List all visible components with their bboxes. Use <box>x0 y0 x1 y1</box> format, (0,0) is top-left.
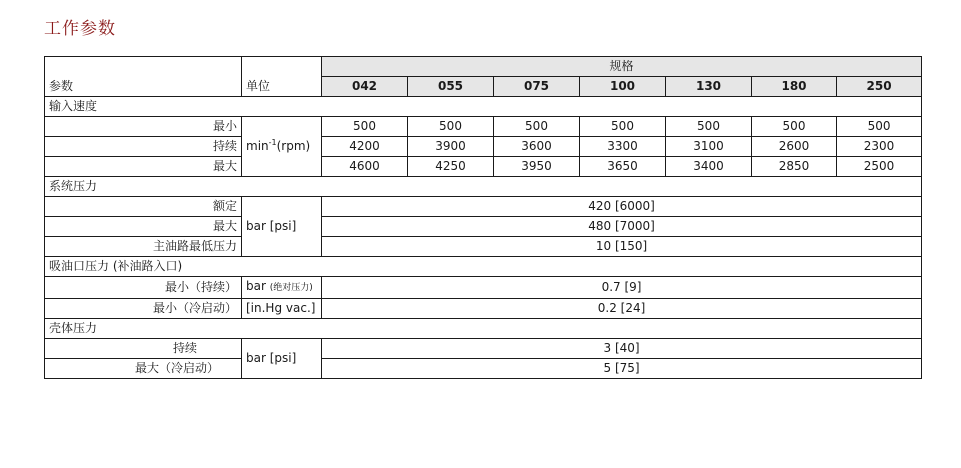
section-suction-pressure: 吸油口压力 (补油路入口) <box>45 257 922 277</box>
table-row <box>45 359 922 379</box>
table-row <box>45 299 922 319</box>
value-cell: 4200 <box>322 137 408 157</box>
table-row <box>45 217 922 237</box>
param-column-header: 参数 <box>45 57 242 97</box>
value-cell: 3400 <box>666 157 752 177</box>
row-label: 最小（持续） <box>45 277 242 299</box>
row-label: 主油路最低压力 <box>45 237 242 257</box>
row-label: 持续 <box>45 339 242 359</box>
value-cell: 3600 <box>494 137 580 157</box>
unit-text: min <box>246 139 269 153</box>
page-title: 工作参数 <box>44 19 116 39</box>
size-header: 042 <box>322 77 408 97</box>
unit-column-header: 单位 <box>242 57 322 97</box>
value-cell: 2850 <box>752 157 837 177</box>
value-cell: 420 [6000] <box>322 197 922 217</box>
value-cell: 2600 <box>752 137 837 157</box>
value-cell: 500 <box>837 117 922 137</box>
value-cell: 3950 <box>494 157 580 177</box>
value-cell: 500 <box>494 117 580 137</box>
unit-cell-speed <box>242 117 322 177</box>
section-input-speed: 输入速度 <box>45 97 922 117</box>
value-cell: 0.2 [24] <box>322 299 922 319</box>
table-row <box>45 117 922 137</box>
unit-cell-case-pressure: bar [psi] <box>242 339 322 379</box>
table-row <box>45 237 922 257</box>
table-row <box>45 277 922 299</box>
table-row <box>45 157 922 177</box>
value-cell: 10 [150] <box>322 237 922 257</box>
size-header: 130 <box>666 77 752 97</box>
unit-superscript: -1 <box>268 138 277 147</box>
value-cell: 500 <box>580 117 666 137</box>
value-cell: 500 <box>752 117 837 137</box>
row-label: 最小 <box>45 117 242 137</box>
row-label: 最大（冷启动） <box>45 359 242 379</box>
value-cell: 500 <box>666 117 752 137</box>
size-header: 250 <box>837 77 922 97</box>
row-label: 最大 <box>45 157 242 177</box>
size-header: 055 <box>408 77 494 97</box>
section-system-pressure: 系统压力 <box>45 177 922 197</box>
value-cell: 3900 <box>408 137 494 157</box>
unit-cell-system-pressure: bar [psi] <box>242 197 322 257</box>
row-label: 持续 <box>45 137 242 157</box>
row-label: 最大 <box>45 217 242 237</box>
value-cell: 3300 <box>580 137 666 157</box>
unit-note: (绝对压力) <box>269 283 313 293</box>
table-row <box>45 339 922 359</box>
value-cell: 3100 <box>666 137 752 157</box>
value-cell: 2500 <box>837 157 922 177</box>
value-cell: 0.7 [9] <box>322 277 922 299</box>
unit-text: bar <box>246 279 266 293</box>
unit-text: (rpm) <box>276 139 311 153</box>
table-row <box>45 137 922 157</box>
value-cell: 3 [40] <box>322 339 922 359</box>
row-label: 额定 <box>45 197 242 217</box>
value-cell: 3650 <box>580 157 666 177</box>
value-cell: 4600 <box>322 157 408 177</box>
operating-parameters-table <box>44 56 922 379</box>
section-case-pressure: 壳体压力 <box>45 319 922 339</box>
value-cell: 4250 <box>408 157 494 177</box>
value-cell: 500 <box>408 117 494 137</box>
spec-column-header: 规格 <box>322 57 922 77</box>
size-header: 075 <box>494 77 580 97</box>
value-cell: 500 <box>322 117 408 137</box>
row-label: 最小（冷启动） <box>45 299 242 319</box>
size-header: 100 <box>580 77 666 97</box>
value-cell: 480 [7000] <box>322 217 922 237</box>
value-cell: 5 [75] <box>322 359 922 379</box>
table-row <box>45 197 922 217</box>
value-cell: 2300 <box>837 137 922 157</box>
size-header: 180 <box>752 77 837 97</box>
unit-cell: [in.Hg vac.] <box>242 299 322 319</box>
unit-cell <box>242 277 322 299</box>
